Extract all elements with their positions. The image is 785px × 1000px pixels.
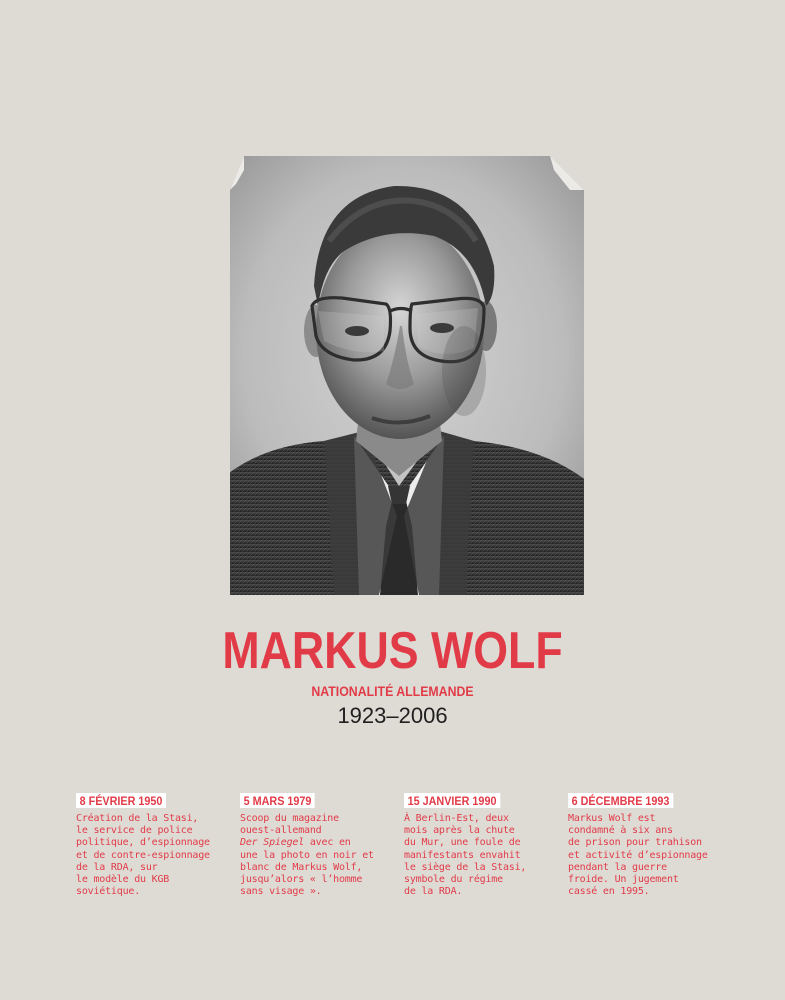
event-line: soviétique.	[76, 886, 141, 898]
event-line: symbole du régime	[404, 874, 503, 886]
timeline-event-1993	[568, 792, 728, 898]
event-line: et de contre-espionnage	[76, 849, 210, 861]
event-line: mois après la chute	[404, 825, 515, 837]
timeline-event-1950	[76, 792, 236, 898]
life-years: 1923–2006	[337, 703, 448, 728]
event-line: le modèle du KGB	[76, 874, 170, 886]
event-line: froide. Un jugement	[568, 874, 679, 886]
event-line: manifestants envahit	[404, 849, 521, 861]
event-line	[240, 837, 400, 849]
person-name: MARKUS WOLF	[222, 622, 563, 680]
timeline-event-1979	[240, 792, 400, 898]
event-line: jusqu’alors « l’homme	[240, 874, 363, 886]
event-line: de la RDA, sur	[76, 861, 158, 873]
event-line: Markus Wolf est	[568, 813, 656, 824]
event-text	[404, 813, 564, 898]
event-line: condamné à six ans	[568, 825, 673, 837]
event-line: de prison pour trahison	[568, 837, 702, 849]
portrait-photo	[214, 156, 593, 595]
event-line: sans visage ».	[240, 886, 322, 898]
event-line: le service de police	[76, 825, 193, 837]
event-line: le siège de la Stasi,	[404, 861, 527, 873]
event-line: Création de la Stasi,	[76, 813, 199, 824]
event-line: ouest-allemand	[240, 825, 322, 837]
event-date: 6 DÉCEMBRE 1993	[568, 793, 673, 808]
magazine-title: Der Spiegel	[240, 837, 305, 849]
event-line: de la RDA.	[404, 886, 463, 898]
nationality: NATIONALITÉ ALLEMANDE	[311, 683, 474, 699]
event-date: 5 MARS 1979	[240, 793, 315, 808]
event-date: 15 JANVIER 1990	[404, 793, 500, 808]
event-line: blanc de Markus Wolf,	[240, 861, 363, 873]
event-line: Scoop du magazine	[240, 813, 339, 824]
event-line: cassé en 1995.	[568, 886, 650, 898]
event-line: une la photo en noir et	[240, 849, 374, 861]
event-text	[568, 813, 728, 898]
event-line: pendant la guerre	[568, 861, 667, 873]
event-line: politique, d’espionnage	[76, 837, 210, 849]
event-line: du Mur, une foule de	[404, 837, 521, 849]
event-line: et activité d’espionnage	[568, 849, 708, 861]
event-text	[76, 813, 236, 898]
event-date: 8 FÉVRIER 1950	[76, 793, 166, 808]
event-text	[240, 813, 400, 898]
timeline-event-1990	[404, 792, 564, 898]
event-line-rest: avec en	[304, 837, 351, 849]
name-block	[0, 622, 785, 729]
timeline	[0, 792, 785, 922]
event-line: À Berlin-Est, deux	[404, 813, 509, 824]
